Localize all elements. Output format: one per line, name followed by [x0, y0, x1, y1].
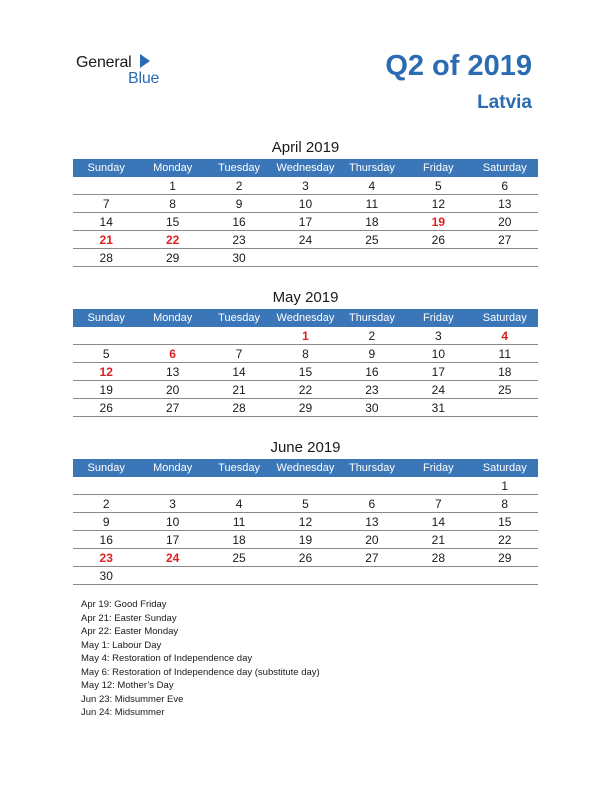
weekday-header: Thursday [339, 159, 405, 177]
week-row [73, 363, 538, 381]
empty-cell [73, 177, 139, 195]
empty-cell [139, 327, 205, 345]
week-row [73, 231, 538, 249]
day-cell: 19 [73, 381, 139, 399]
day-cell: 24 [139, 549, 205, 567]
day-cell: 7 [206, 345, 272, 363]
empty-cell [73, 477, 139, 495]
day-cell: 22 [272, 381, 338, 399]
day-cell: 10 [139, 513, 205, 531]
week-row [73, 477, 538, 495]
holiday-note: Apr 19: Good Friday [81, 599, 167, 610]
empty-cell [272, 567, 338, 585]
weekday-header: Sunday [73, 309, 139, 327]
holiday-note: Jun 23: Midsummer Eve [81, 693, 184, 705]
day-cell: 22 [472, 531, 538, 549]
weekday-header: Saturday [472, 459, 538, 477]
day-cell: 25 [339, 231, 405, 249]
day-cell: 18 [339, 213, 405, 231]
logo-text-general: General [76, 54, 132, 71]
holiday-note: Apr 21: Easter Sunday [81, 612, 177, 624]
empty-cell [272, 249, 338, 267]
empty-cell [139, 567, 205, 585]
empty-cell [472, 249, 538, 267]
day-cell: 11 [472, 345, 538, 363]
day-cell: 17 [405, 363, 471, 381]
day-cell: 5 [272, 495, 338, 513]
day-cell: 9 [339, 345, 405, 363]
week-row [73, 513, 538, 531]
weekday-header: Friday [405, 309, 471, 327]
day-cell: 31 [405, 399, 471, 417]
day-cell: 1 [139, 177, 205, 195]
day-cell: 13 [339, 513, 405, 531]
month-title: May 2019 [272, 289, 339, 306]
day-cell: 26 [272, 549, 338, 567]
day-cell: 2 [339, 327, 405, 345]
week-row [73, 345, 538, 363]
day-cell: 4 [339, 177, 405, 195]
holiday-note: May 6: Restoration of Independence day (substitute day) [81, 666, 320, 678]
weekday-header: Sunday [73, 459, 139, 477]
day-cell: 29 [139, 249, 205, 267]
week-row [73, 381, 538, 399]
weekday-header: Wednesday [272, 159, 338, 177]
day-cell: 17 [139, 531, 205, 549]
empty-cell [272, 477, 338, 495]
day-cell: 18 [206, 531, 272, 549]
day-cell: 15 [472, 513, 538, 531]
day-cell: 22 [139, 231, 205, 249]
day-cell: 28 [73, 249, 139, 267]
logo-text-blue: Blue [128, 70, 160, 87]
month-title: June 2019 [270, 439, 341, 456]
day-cell: 15 [272, 363, 338, 381]
weekday-header: Wednesday [272, 309, 338, 327]
day-cell: 12 [73, 363, 139, 381]
day-cell: 26 [405, 231, 471, 249]
day-cell: 13 [472, 195, 538, 213]
weekday-header: Thursday [339, 309, 405, 327]
day-cell: 21 [405, 531, 471, 549]
day-cell: 14 [405, 513, 471, 531]
day-cell: 10 [272, 195, 338, 213]
week-row [73, 399, 538, 417]
weekday-header: Thursday [339, 459, 405, 477]
week-row [73, 549, 538, 567]
holiday-note: Jun 24: Midsummer [81, 707, 165, 718]
day-cell: 1 [272, 327, 338, 345]
day-cell: 16 [339, 363, 405, 381]
day-cell: 17 [272, 213, 338, 231]
day-cell: 29 [272, 399, 338, 417]
day-cell: 24 [272, 231, 338, 249]
day-cell: 23 [339, 381, 405, 399]
weekday-header: Tuesday [206, 309, 272, 327]
weekday-header: Wednesday [272, 459, 338, 477]
weekday-header: Tuesday [206, 459, 272, 477]
day-cell: 6 [139, 345, 205, 363]
month-table [73, 309, 538, 417]
week-row [73, 531, 538, 549]
week-row [73, 495, 538, 513]
week-row [73, 249, 538, 267]
weekday-header: Saturday [472, 159, 538, 177]
day-cell: 30 [206, 249, 272, 267]
weekday-header: Friday [405, 159, 471, 177]
day-cell: 7 [405, 495, 471, 513]
calendar-month-june [73, 437, 538, 585]
day-cell: 5 [73, 345, 139, 363]
week-row [73, 213, 538, 231]
day-cell: 24 [405, 381, 471, 399]
day-cell: 26 [73, 399, 139, 417]
day-cell: 27 [472, 231, 538, 249]
day-cell: 8 [272, 345, 338, 363]
day-cell: 28 [206, 399, 272, 417]
day-cell: 2 [206, 177, 272, 195]
day-cell: 8 [139, 195, 205, 213]
weekday-header: Saturday [472, 309, 538, 327]
empty-cell [206, 327, 272, 345]
day-cell: 30 [339, 399, 405, 417]
month-table [73, 459, 538, 585]
day-cell: 23 [206, 231, 272, 249]
day-cell: 21 [206, 381, 272, 399]
day-cell: 11 [339, 195, 405, 213]
day-cell: 3 [405, 327, 471, 345]
day-cell: 14 [73, 213, 139, 231]
day-cell: 6 [339, 495, 405, 513]
day-cell: 29 [472, 549, 538, 567]
day-cell: 16 [206, 213, 272, 231]
day-cell: 12 [405, 195, 471, 213]
day-cell: 25 [472, 381, 538, 399]
holiday-note: May 1: Labour Day [81, 639, 162, 651]
country-name: Latvia [477, 92, 532, 113]
weekday-header: Monday [139, 459, 205, 477]
week-row [73, 567, 538, 585]
holiday-notes [81, 598, 320, 720]
empty-cell [339, 249, 405, 267]
empty-cell [339, 567, 405, 585]
day-cell: 9 [73, 513, 139, 531]
week-row [73, 327, 538, 345]
day-cell: 14 [206, 363, 272, 381]
day-cell: 6 [472, 177, 538, 195]
weekday-header: Friday [405, 459, 471, 477]
day-cell: 20 [472, 213, 538, 231]
empty-cell [472, 567, 538, 585]
day-cell: 20 [139, 381, 205, 399]
month-table [73, 159, 538, 267]
day-cell: 10 [405, 345, 471, 363]
day-cell: 2 [73, 495, 139, 513]
logo-flag-icon [140, 54, 150, 68]
holiday-note: May 12: Mother’s Day [81, 680, 174, 691]
weekday-header: Tuesday [206, 159, 272, 177]
page-title: Q2 of 2019 [385, 50, 532, 82]
day-cell: 9 [206, 195, 272, 213]
day-cell: 13 [139, 363, 205, 381]
empty-cell [472, 399, 538, 417]
day-cell: 12 [272, 513, 338, 531]
day-cell: 23 [73, 549, 139, 567]
day-cell: 18 [472, 363, 538, 381]
day-cell: 7 [73, 195, 139, 213]
week-row [73, 177, 538, 195]
empty-cell [73, 327, 139, 345]
empty-cell [206, 477, 272, 495]
day-cell: 1 [472, 477, 538, 495]
calendar-month-may [73, 287, 538, 417]
day-cell: 25 [206, 549, 272, 567]
day-cell: 4 [472, 327, 538, 345]
calendar-month-april [73, 137, 538, 267]
holiday-note: Apr 22: Easter Monday [81, 626, 179, 637]
empty-cell [405, 477, 471, 495]
holiday-note: May 4: Restoration of Independence day [81, 653, 253, 664]
day-cell: 19 [405, 213, 471, 231]
generalblue-logo [76, 52, 186, 88]
day-cell: 20 [339, 531, 405, 549]
day-cell: 3 [139, 495, 205, 513]
month-title: April 2019 [271, 139, 340, 156]
day-cell: 27 [339, 549, 405, 567]
day-cell: 16 [73, 531, 139, 549]
weekday-header: Monday [139, 309, 205, 327]
day-cell: 30 [73, 567, 139, 585]
weekday-header: Monday [139, 159, 205, 177]
empty-cell [206, 567, 272, 585]
day-cell: 4 [206, 495, 272, 513]
day-cell: 11 [206, 513, 272, 531]
empty-cell [139, 477, 205, 495]
day-cell: 8 [472, 495, 538, 513]
day-cell: 19 [272, 531, 338, 549]
empty-cell [405, 249, 471, 267]
day-cell: 15 [139, 213, 205, 231]
day-cell: 28 [405, 549, 471, 567]
empty-cell [339, 477, 405, 495]
empty-cell [405, 567, 471, 585]
day-cell: 27 [139, 399, 205, 417]
day-cell: 5 [405, 177, 471, 195]
weekday-header: Sunday [73, 159, 139, 177]
day-cell: 3 [272, 177, 338, 195]
week-row [73, 195, 538, 213]
day-cell: 21 [73, 231, 139, 249]
